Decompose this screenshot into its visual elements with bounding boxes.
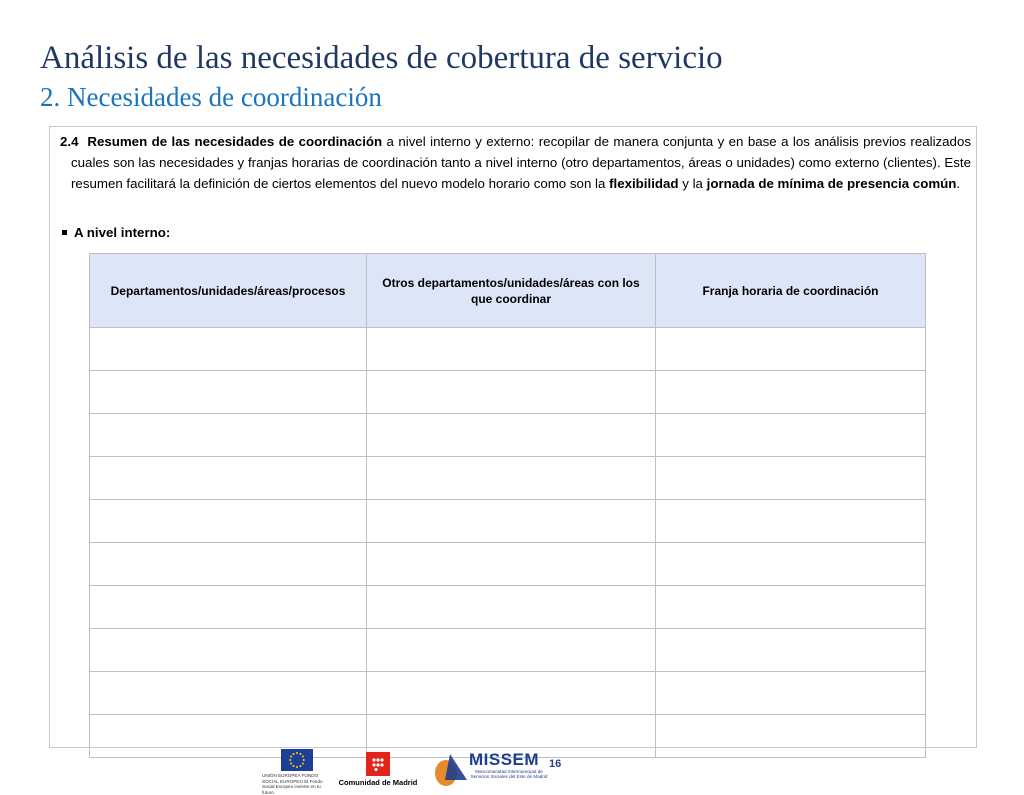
slide-subtitle: 2. Necesidades de coordinación xyxy=(40,82,382,112)
table-row xyxy=(90,672,926,715)
bullet-internal xyxy=(60,222,170,243)
header-departments: Departamentos/unidades/áreas/procesos xyxy=(90,254,367,328)
table-cell[interactable] xyxy=(367,543,656,586)
table-cell[interactable] xyxy=(90,586,367,629)
table-row xyxy=(90,328,926,371)
page-number: 16 xyxy=(549,758,562,770)
table-row xyxy=(90,629,926,672)
table-cell[interactable] xyxy=(656,715,926,758)
header-other-departments: Otros departamentos/unidades/áreas con los que coordinar xyxy=(367,254,656,328)
table-cell[interactable] xyxy=(90,414,367,457)
table-cell[interactable] xyxy=(367,457,656,500)
table-cell[interactable] xyxy=(367,500,656,543)
table-cell[interactable] xyxy=(367,629,656,672)
madrid-stars-icon xyxy=(366,752,390,776)
table-cell[interactable] xyxy=(367,328,656,371)
paragraph-text-1: a nivel interno y externo: recopilar de manera conjunta y en base a los análisis previos realizados cuales son las necesidades y franjas horarias de coordinación tanto a nivel interno (otro departamentos, áreas o unidades) como externo (clientes). Este resumen facilitará la definición de ciertos elementos del nuevo modelo horario como son la xyxy=(71,134,971,191)
table-cell[interactable] xyxy=(656,371,926,414)
table-row xyxy=(90,586,926,629)
slide-title: Análisis de las necesidades de cobertura de servicio xyxy=(40,40,723,76)
table-cell[interactable] xyxy=(90,543,367,586)
table-cell[interactable] xyxy=(367,586,656,629)
table-row xyxy=(90,414,926,457)
missem-emblem-icon xyxy=(433,752,469,788)
table-cell[interactable] xyxy=(656,500,926,543)
eu-flag-icon xyxy=(281,749,313,771)
table-cell[interactable] xyxy=(656,543,926,586)
table-row xyxy=(90,457,926,500)
section-heading: Resumen de las necesidades de coordinación xyxy=(87,134,383,149)
comunidad-madrid-logo xyxy=(330,752,426,790)
table-cell[interactable] xyxy=(656,328,926,371)
coordination-table xyxy=(89,253,926,758)
section-paragraph xyxy=(60,131,971,194)
table-cell[interactable] xyxy=(90,500,367,543)
table-row xyxy=(90,543,926,586)
paragraph-bold-jornada: jornada de mínima de presencia común xyxy=(706,176,957,191)
table-row xyxy=(90,371,926,414)
section-number: 2.4 xyxy=(60,134,79,149)
table-cell[interactable] xyxy=(367,672,656,715)
table-cell[interactable] xyxy=(656,414,926,457)
table-header-row xyxy=(90,254,926,328)
table-cell[interactable] xyxy=(90,715,367,758)
square-bullet-icon xyxy=(62,230,67,235)
bullet-label: A nivel interno: xyxy=(74,225,171,240)
table-cell[interactable] xyxy=(90,371,367,414)
madrid-logo-text: Comunidad de Madrid xyxy=(338,778,418,787)
table-body xyxy=(90,328,926,758)
missem-name: MISSEM xyxy=(469,750,540,769)
table-cell[interactable] xyxy=(367,371,656,414)
table-cell[interactable] xyxy=(90,457,367,500)
table-cell[interactable] xyxy=(656,629,926,672)
paragraph-text-3: . xyxy=(956,176,961,191)
table-cell[interactable] xyxy=(367,414,656,457)
table-cell[interactable] xyxy=(90,328,367,371)
paragraph-bold-flexibilidad: flexibilidad xyxy=(609,176,679,191)
missem-subtitle: Mancomunidad Intermunicipal de Servicios Sociales del Este de Madrid xyxy=(470,769,548,780)
table-row xyxy=(90,500,926,543)
paragraph-text-2: y la xyxy=(678,176,707,191)
table-cell[interactable] xyxy=(656,672,926,715)
eu-logo-text: UNIÓN EUROPEA FONDO SOCIAL EUROPEO El Fondo Social Europeo invierte en tu futuro xyxy=(262,773,323,795)
eu-logo xyxy=(262,749,323,795)
table-cell[interactable] xyxy=(656,457,926,500)
header-time-slot: Franja horaria de coordinación xyxy=(656,254,926,328)
table-cell[interactable] xyxy=(656,586,926,629)
missem-logo xyxy=(433,750,548,791)
table-cell[interactable] xyxy=(90,629,367,672)
table-cell[interactable] xyxy=(90,672,367,715)
